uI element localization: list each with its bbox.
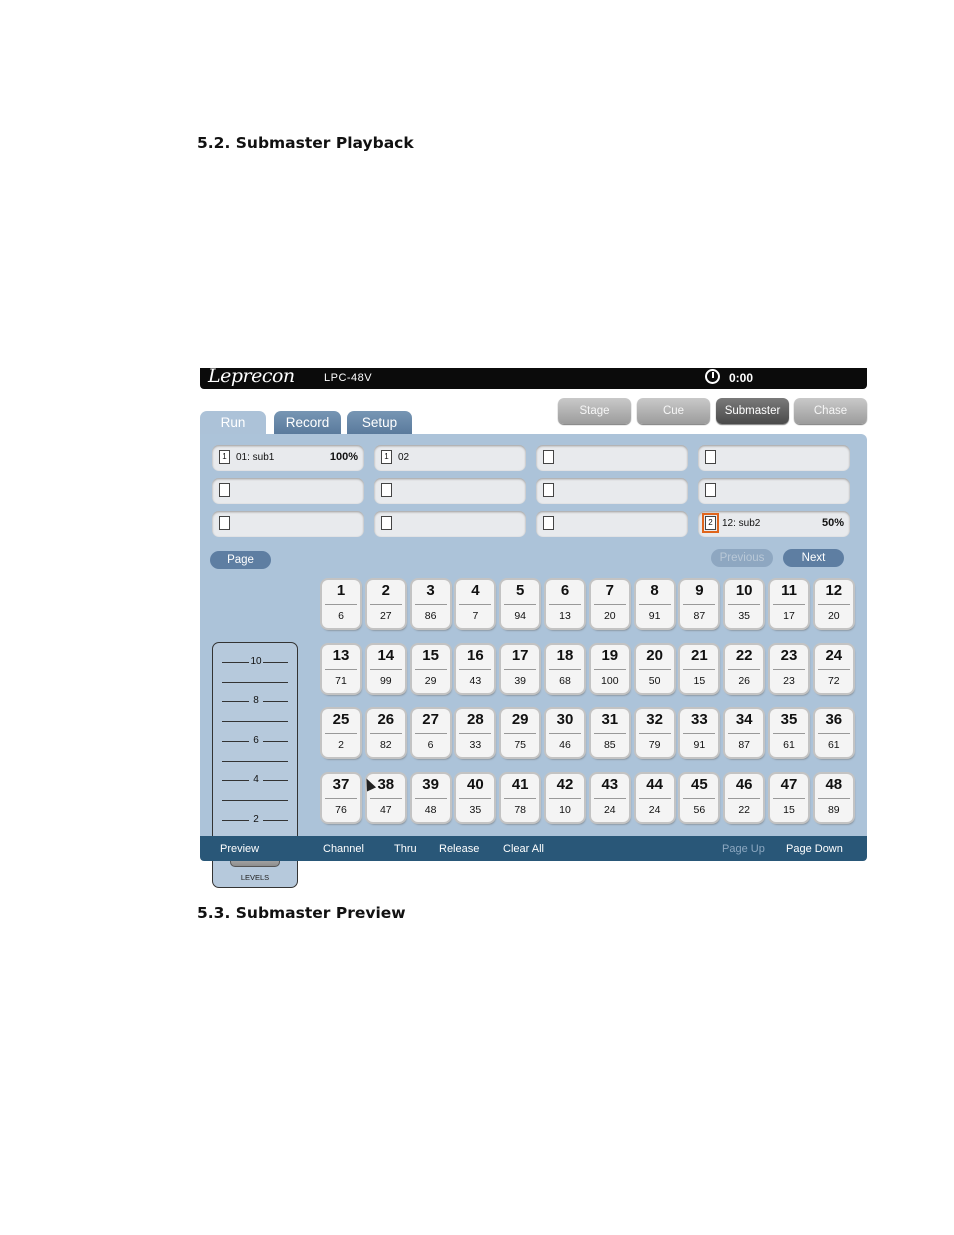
channel-number: 16	[467, 646, 484, 664]
channel-level: 87	[693, 610, 706, 622]
channel-number: 41	[511, 775, 529, 793]
channel-button[interactable]	[725, 774, 763, 822]
channel-number: 21	[691, 646, 708, 664]
channel-number: 43	[601, 775, 619, 793]
page-icon: 1	[381, 450, 392, 464]
channel-button[interactable]	[501, 709, 539, 757]
channel-divider	[639, 669, 671, 670]
channel-level: 86	[424, 610, 437, 622]
channel-level: 89	[827, 803, 840, 816]
submaster-slot[interactable]	[212, 478, 364, 504]
channel-button[interactable]	[815, 645, 853, 693]
channel-level: 91	[648, 610, 661, 622]
channel-divider	[504, 669, 536, 670]
channel-divider	[818, 669, 850, 670]
channel-level: 94	[514, 610, 527, 622]
channel-number: 39	[422, 775, 439, 793]
page-icon	[381, 483, 392, 497]
channel-divider	[639, 798, 671, 799]
submaster-level: 50%	[821, 517, 844, 529]
channel-divider	[818, 798, 850, 799]
page-icon	[543, 483, 554, 497]
channel-level: 71	[335, 674, 347, 687]
channel-button[interactable]	[501, 774, 539, 822]
submaster-slot[interactable]	[374, 478, 526, 504]
fader-scale-2: 2	[249, 814, 263, 825]
channel-level: 61	[783, 739, 795, 751]
channel-button[interactable]	[815, 580, 853, 628]
channel-level: 13	[559, 610, 571, 622]
channel-divider	[773, 798, 805, 799]
channel-button[interactable]	[546, 774, 584, 822]
channel-level: 76	[335, 803, 347, 816]
channel-level: 33	[469, 739, 482, 751]
channel-button[interactable]	[636, 774, 674, 822]
channel-button[interactable]	[591, 645, 629, 693]
channel-button[interactable]	[367, 709, 405, 757]
submaster-slot[interactable]	[536, 511, 688, 537]
channel-number: 35	[780, 711, 798, 728]
channel-number: 34	[735, 711, 753, 728]
channel-number: 17	[511, 646, 529, 664]
channel-button[interactable]	[546, 645, 584, 693]
channel-level: 82	[379, 739, 392, 751]
leprecon-logo: Leprecon	[208, 365, 295, 387]
channel-number: 44	[646, 775, 663, 793]
channel-level: 43	[469, 674, 482, 687]
channel-level: 48	[424, 803, 437, 816]
fader-scale-10: 10	[250, 656, 262, 667]
channel-divider	[459, 604, 491, 605]
channel-level: 50	[648, 674, 661, 687]
channel-number: 29	[511, 711, 529, 728]
command-bar	[200, 836, 867, 861]
channel-button[interactable]	[412, 774, 450, 822]
channel-divider	[683, 604, 715, 605]
channel-number: 19	[601, 646, 619, 664]
channel-divider	[459, 733, 491, 734]
page-icon	[381, 516, 392, 530]
channel-divider	[728, 669, 760, 670]
channel-button[interactable]	[770, 774, 808, 822]
submaster-slot[interactable]	[698, 445, 850, 471]
channel-button[interactable]	[770, 709, 808, 757]
channel-divider	[639, 604, 671, 605]
channel-button[interactable]	[546, 580, 584, 628]
levels-label: LEVELS	[240, 873, 270, 882]
channel-number: 36	[825, 711, 843, 728]
channel-button[interactable]	[456, 580, 494, 628]
channel-number: 40	[467, 775, 484, 793]
channel-button[interactable]	[591, 709, 629, 757]
channel-button[interactable]	[680, 645, 718, 693]
channel-number: 12	[825, 582, 843, 599]
fader-scale-4: 4	[249, 774, 263, 785]
channel-button[interactable]	[322, 645, 360, 693]
channel-divider	[683, 733, 715, 734]
channel-number: 28	[467, 711, 484, 728]
channel-divider	[415, 798, 447, 799]
channel-level: 100	[601, 674, 619, 687]
channel-button[interactable]	[770, 645, 808, 693]
channel-level: 7	[472, 610, 479, 622]
submaster-slot[interactable]	[536, 478, 688, 504]
channel-level: 68	[559, 674, 571, 687]
tab-record[interactable]: Record	[274, 411, 341, 434]
page-icon	[219, 516, 230, 530]
channel-level: 27	[379, 610, 392, 622]
submaster-name: 01: sub1	[236, 452, 275, 463]
channel-divider	[325, 604, 357, 605]
section-heading-preview: 5.3. Submaster Preview	[197, 904, 406, 922]
clock-icon	[705, 369, 720, 384]
submaster-slot[interactable]	[698, 511, 850, 537]
channel-number: 11	[781, 582, 797, 599]
channel-divider	[818, 733, 850, 734]
channel-number: 48	[825, 775, 843, 793]
channel-level: 46	[559, 739, 571, 751]
channel-divider	[773, 669, 805, 670]
channel-level: 61	[827, 739, 840, 751]
channel-divider	[415, 733, 447, 734]
submaster-name: 02	[398, 452, 410, 463]
channel-divider	[504, 604, 536, 605]
channel-divider	[549, 604, 581, 605]
channel-level: 72	[827, 674, 840, 687]
channel-number: 30	[556, 711, 574, 728]
tab-setup[interactable]: Setup	[347, 411, 412, 434]
channel-button[interactable]	[725, 645, 763, 693]
channel-level: 23	[783, 674, 795, 687]
channel-button[interactable]	[680, 709, 718, 757]
stage-button[interactable]: Stage	[558, 398, 631, 424]
channel-button[interactable]	[322, 774, 360, 822]
time-display: 0:00	[729, 371, 754, 385]
channel-number: 3	[426, 582, 435, 599]
channel-number: 8	[650, 582, 659, 599]
channel-divider	[594, 669, 626, 670]
submaster-slot[interactable]	[212, 511, 364, 537]
channel-number: 20	[646, 646, 663, 664]
channel-level: 10	[559, 803, 571, 816]
channel-button[interactable]	[367, 580, 405, 628]
channel-level: 91	[693, 739, 706, 751]
channel-number: 24	[825, 646, 843, 664]
channel-divider	[415, 669, 447, 670]
page-icon	[543, 516, 554, 530]
channel-level: 24	[648, 803, 661, 816]
channel-level: 2	[338, 739, 344, 751]
page-button[interactable]: Page	[210, 551, 271, 569]
channel-level: 87	[738, 739, 751, 751]
channel-level: 47	[379, 803, 392, 816]
channel-divider	[325, 669, 357, 670]
channel-level: 56	[693, 803, 706, 816]
channel-divider	[728, 798, 760, 799]
channel-level: 78	[514, 803, 527, 816]
channel-button[interactable]	[367, 645, 405, 693]
channel-number: 1	[336, 582, 346, 599]
channel-button[interactable]	[501, 645, 539, 693]
channel-level: 6	[427, 739, 434, 751]
channel-number: 27	[422, 711, 439, 728]
submaster-level: 100%	[329, 451, 358, 463]
channel-number: 42	[556, 775, 574, 793]
submaster-slot[interactable]	[536, 445, 688, 471]
channel-number: 4	[471, 582, 480, 599]
channel-divider	[594, 604, 626, 605]
channel-level: 20	[603, 610, 616, 622]
channel-level: 24	[603, 803, 616, 816]
submaster-slot[interactable]	[374, 511, 526, 537]
channel-number: 10	[735, 582, 753, 599]
channel-number: 6	[560, 582, 570, 599]
channel-number: 46	[735, 775, 753, 793]
channel-number: 47	[780, 775, 798, 793]
channel-divider	[594, 733, 626, 734]
channel-level: 39	[514, 674, 527, 687]
channel-button[interactable]	[456, 709, 494, 757]
section-heading-playback: 5.2. Submaster Playback	[197, 134, 414, 152]
channel-divider	[728, 604, 760, 605]
channel-level: 85	[603, 739, 616, 751]
channel-level: 29	[424, 674, 437, 687]
channel-divider	[325, 798, 357, 799]
channel-button[interactable]	[636, 580, 674, 628]
channel-divider	[370, 798, 402, 799]
channel-level: 75	[514, 739, 527, 751]
cue-button[interactable]: Cue	[637, 398, 710, 424]
channel-number: 38	[377, 775, 395, 793]
thru-command[interactable]: Thru	[394, 843, 417, 855]
channel-number: 7	[605, 582, 614, 599]
channel-divider	[594, 798, 626, 799]
channel-divider	[370, 733, 402, 734]
channel-number: 9	[695, 582, 704, 599]
submaster-button[interactable]: Submaster	[716, 398, 789, 424]
channel-divider	[459, 669, 491, 670]
channel-number: 22	[735, 646, 753, 664]
page-icon	[543, 450, 554, 464]
channel-number: 37	[332, 775, 350, 793]
channel-number: 18	[556, 646, 574, 664]
channel-button[interactable]	[591, 580, 629, 628]
page-icon	[219, 483, 230, 497]
channel-button[interactable]	[456, 774, 494, 822]
fader-scale-8: 8	[249, 695, 263, 706]
tab-run[interactable]: Run	[200, 411, 266, 434]
channel-divider	[639, 733, 671, 734]
channel-level: 6	[338, 610, 344, 622]
lpc-console-screenshot	[200, 365, 867, 882]
channel-button[interactable]	[725, 709, 763, 757]
channel-divider	[728, 733, 760, 734]
channel-divider	[818, 604, 850, 605]
title-bar	[200, 365, 867, 389]
channel-level: 35	[469, 803, 482, 816]
channel-divider	[459, 798, 491, 799]
page-up-command[interactable]: Page Up	[722, 843, 765, 855]
channel-button[interactable]	[636, 645, 674, 693]
submaster-slot[interactable]	[374, 445, 526, 471]
channel-button[interactable]	[412, 709, 450, 757]
channel-number: 23	[780, 646, 798, 664]
channel-button[interactable]	[815, 709, 853, 757]
release-command[interactable]: Release	[439, 843, 480, 855]
model-label: LPC-48V	[324, 372, 373, 384]
channel-divider	[773, 733, 805, 734]
channel-number: 25	[332, 711, 350, 728]
channel-level: 22	[738, 803, 751, 816]
clear-all-command[interactable]: Clear All	[503, 843, 544, 855]
channel-command[interactable]: Channel	[323, 843, 364, 855]
channel-button[interactable]	[680, 774, 718, 822]
channel-button[interactable]	[680, 580, 718, 628]
channel-divider	[549, 733, 581, 734]
channel-divider	[370, 604, 402, 605]
channel-divider	[415, 604, 447, 605]
channel-number: 2	[381, 582, 390, 599]
channel-divider	[370, 669, 402, 670]
channel-button[interactable]	[815, 774, 853, 822]
submaster-slot[interactable]	[212, 445, 364, 471]
channel-button[interactable]	[322, 709, 360, 757]
channel-button[interactable]	[412, 580, 450, 628]
channel-button[interactable]	[636, 709, 674, 757]
channel-divider	[549, 798, 581, 799]
submaster-name: 12: sub2	[722, 518, 761, 529]
channel-button[interactable]	[412, 645, 450, 693]
channel-divider	[504, 733, 536, 734]
next-button[interactable]: Next	[783, 549, 844, 567]
channel-button[interactable]	[591, 774, 629, 822]
channel-level: 15	[783, 803, 795, 816]
channel-button[interactable]	[501, 580, 539, 628]
submaster-slot[interactable]	[698, 478, 850, 504]
channel-divider	[325, 733, 357, 734]
channel-button[interactable]	[546, 709, 584, 757]
channel-number: 31	[601, 711, 619, 728]
page-down-command[interactable]: Page Down	[786, 843, 843, 855]
channel-number: 15	[422, 646, 439, 664]
channel-number: 33	[691, 711, 708, 728]
channel-level: 15	[693, 674, 706, 687]
channel-number: 14	[377, 646, 395, 664]
channel-level: 20	[827, 610, 840, 622]
page-icon	[705, 483, 716, 497]
channel-divider	[683, 798, 715, 799]
channel-divider	[773, 604, 805, 605]
channel-level: 26	[738, 674, 751, 687]
channel-button[interactable]	[770, 580, 808, 628]
channel-button[interactable]	[725, 580, 763, 628]
chase-button[interactable]: Chase	[794, 398, 867, 424]
channel-divider	[504, 798, 536, 799]
previous-button[interactable]: Previous	[711, 549, 773, 567]
preview-command[interactable]: Preview	[220, 843, 260, 855]
channel-button[interactable]	[456, 645, 494, 693]
channel-divider	[549, 669, 581, 670]
page-icon: 1	[219, 450, 230, 464]
channel-level: 35	[738, 610, 751, 622]
channel-level: 79	[648, 739, 661, 751]
channel-divider	[683, 669, 715, 670]
page-icon: 2	[705, 516, 716, 530]
channel-number: 26	[377, 711, 395, 728]
fader-scale-6: 6	[249, 735, 263, 746]
channel-level: 17	[783, 610, 795, 622]
channel-number: 13	[332, 646, 350, 664]
channel-number: 32	[646, 711, 663, 728]
channel-number: 45	[691, 775, 708, 793]
page-icon	[705, 450, 716, 464]
channel-number: 5	[516, 582, 525, 599]
channel-button[interactable]	[322, 580, 360, 628]
channel-level: 99	[379, 674, 392, 687]
